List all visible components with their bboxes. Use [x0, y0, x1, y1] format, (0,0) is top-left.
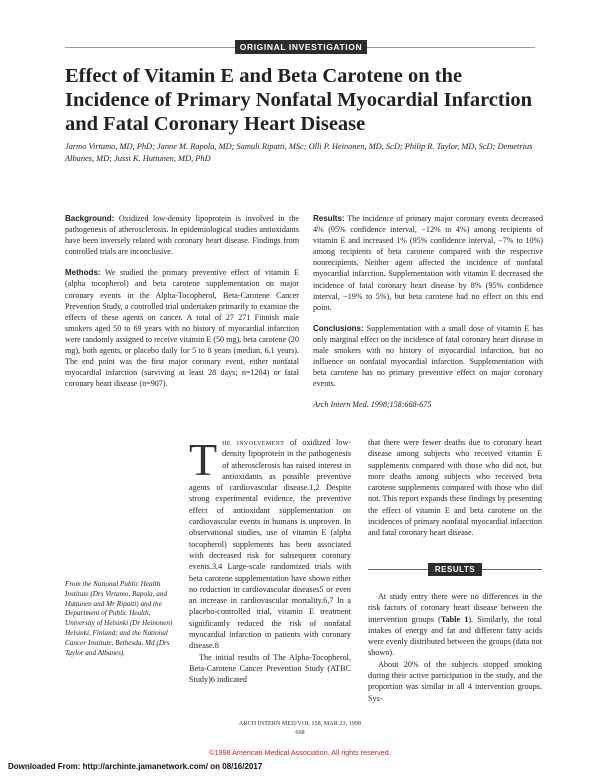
citation: Arch Intern Med. 1998;158:668-675 [313, 400, 432, 410]
abstract-methods [65, 267, 299, 389]
methods-label: Methods: [65, 268, 101, 278]
results-heading: RESULTS [428, 563, 482, 576]
table-1-link[interactable]: Table 1 [440, 614, 469, 624]
author-list: Jarmo Virtamo, MD, PhD; Janne M. Rapola, MD; Samuli Ripatti, MSc; Olli P. Heinonen, MD, ScD; Philip R. Taylor, MD, ScD; Demetrius Albanes, MD; Jussi K. Huttunen, MD, PhD [65, 142, 533, 163]
background-text: Oxidized low-density lipoprotein is involved in the pathogenesis of atherosclerosis. In epidemiological studies antioxidants have been inversely related with coronary heart disease. Findings from controlled trials are inconclusive. [65, 214, 299, 257]
results-paragraph-2: About 20% of the subjects stopped smoking during their active participation in the study, and the proportion was similar in all 4 intervention groups. Sys- [368, 659, 542, 703]
drop-cap: T [189, 434, 218, 485]
page-number: 668 [295, 729, 305, 736]
conclusions-label: Conclusions: [313, 323, 364, 333]
download-notice: Downloaded From: http://archinte.jamanetwork.com/ on 08/16/2017 [8, 762, 263, 771]
lead-in: he involvement [222, 438, 285, 447]
conclusions-text: Supplementation with a small dose of vitamin E has only marginal effect on the incidence of fatal coronary heart disease in male smokers with no history of myocardial infarction, but no influence on nonfatal myocardial infarction. Supplementation with beta carotene has no primary preventive effect on major coronary events. [313, 323, 543, 389]
intro-paragraph-2: The initial results of The Alpha-Tocopherol, Beta-Carotene Cancer Prevention Study (ATBC Study)6 indicated [189, 652, 351, 685]
abstract-right-column [313, 213, 543, 421]
background-label: Background: [65, 214, 115, 223]
footer-journal: ARCH INTERN MED/VOL 158, MAR 23, 1998 [238, 720, 362, 727]
results-p1-b: ). Similarly, the total intakes of energy and fat and different fatty acids were evenly distributed between the groups (data not shown). [368, 614, 542, 658]
intro-text: of oxidized low-density lipoprotein in the pathogenesis of atherosclerosis has raised interest in antioxidants as possible preventive agents of cardiovascular disease.1,2 Despite strong experimental evidence, the preventive effect of antioxidant supplementation on cardiovascular events in humans is unproven. In observational studies, use of vitamin E (alpha tocopherol) supplements has been associated with decreased risk for subsequent coronary events.3,4 Large-scale randomized trials with beta carotene supplementation have shown either no reduction in cardiovascular diseases5 or even an increase in cardiovascular mortality.6,7 In a placebo-controlled trial, vitamin E treatment significantly reduced the risk of nonfatal myocardial infarction in patients with coronary disease.8 [189, 438, 351, 651]
results-text: The incidence of primary major coronary events decreased 4% (95% confidence interval, −12% to 4%) among recipients of vitamin E and increased 1% (95% confidence interval, −7% to 10%) among recipients of beta carotene compared with the respective nonrecipients. Neither agent affected the incidence of nonfatal myocardial infarction. Supplementation with vitamin E decreased the incidence of fatal coronary heart disease by 8% (95% confidence interval, −19% to 5%), but beta carotene had no effect on this end point. [313, 214, 543, 312]
body-column-1 [189, 434, 351, 686]
intro-paragraph [189, 434, 351, 652]
body-column-2 [368, 437, 542, 539]
section-tag: ORIGINAL INVESTIGATION [235, 40, 367, 54]
abstract-results [313, 213, 543, 313]
methods-text: We studied the primary preventive effect of vitamin E (alpha tocopherol) and beta carotene supplementation on major coronary events in the Alpha-Tocopherol, Beta-Carotene Cancer Prevention Study, a controlled trial undertaken primarily to examine the effects of these agents on cancer. A total of 27 271 Finnish male smokers aged 50 to 69 years with no history of myocardial infarction were randomly assigned to receive vitamin E (50 mg), beta carotene (20 mg), both agents, or placebo daily for 5 to 8 years (median, 6.1 years). The end point was the first major coronary event, either nonfatal myocardial infarction (surviving at least 28 days; n=1204) or fatal coronary heart disease (n=907). [65, 268, 299, 389]
abstract-background [65, 213, 299, 257]
abstract-left-column [65, 213, 299, 399]
article-title: Effect of Vitamin E and Beta Carotene on the Incidence of Primary Nonfatal Myocardial Infarction and Fatal Coronary Heart Disease [65, 65, 533, 135]
copyright-notice: ©1998 American Medical Association. All rights reserved. [209, 748, 391, 757]
affiliation-note: From the National Public Health Institute (Drs Virtamo, Rapola, and Huttunen and Mr Ripatti) and the Department of Public Health, University of Helsinki (Dr Heinonen) Helsinki, Finland; and the National Cancer Institute, Bethesda, Md (Drs Taylor and Albanes). [65, 580, 173, 657]
intro-continuation: that there were fewer deaths due to coronary heart disease among subjects who received vitamin E supplements compared with those who did not, but more deaths among subjects who received beta carotene supplements compared with those who did not. This report expands these findings by presenting the effect of vitamin E and beta carotene on the incidences of primary nonfatal myocardial infarction and fatal coronary heart disease. [368, 438, 542, 538]
abstract-conclusions [313, 323, 543, 390]
results-label: Results: [313, 214, 345, 223]
results-paragraph-1 [368, 591, 542, 659]
results-p1-a: At study entry there were no differences in the risk factors of coronary heart disease between the intervention groups ( [368, 592, 542, 624]
results-section [368, 591, 542, 704]
